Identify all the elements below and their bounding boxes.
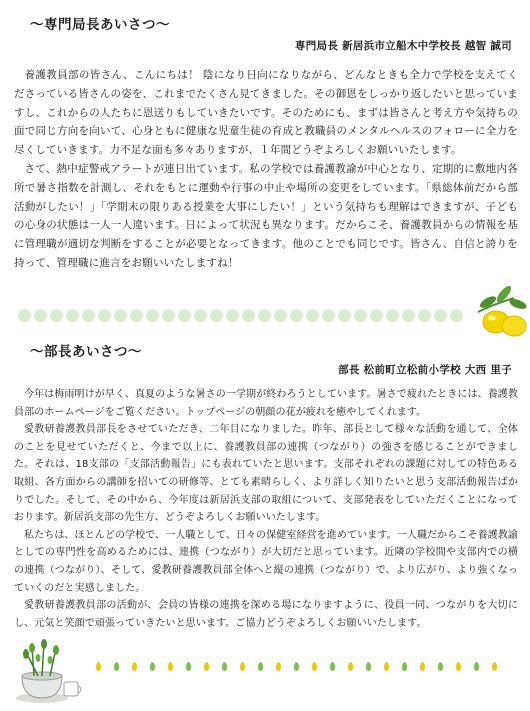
section2-title: ～部長あいさつ～ [30, 344, 142, 360]
section1-byline: 専門局長 新居浜市立船木中学校長 越智 誠司 [294, 40, 512, 52]
section2-paragraph-2: 愛教研養護教員部長をさせていただき、二年目になりました。昨年、部長として様々な活動を通して、全体のことを見せていただくと、今まで以上に、養護教員部の連携（つながり）の強さを感じることができました。それは、18支部の「支部活動報告」にも表れていたと思います。支部それぞれの課題に対しての特色ある取組、各方面からの講師を招いての研修等、とても素晴らしく、より詳しく知りたいと思う支部活動報告ばかりでした。そして、その中から、今年度は新居浜支部の取組について、支部発表をしていただくことになっております。新居浜支部の先生方、どうぞよろしくお願いいたします。 [14, 424, 518, 524]
drop-divider [96, 659, 526, 673]
herb-vase-icon [8, 636, 88, 706]
section1-body [14, 66, 518, 273]
section2-paragraph-3: 私たちは、ほとんどの学校で、一人職として、日々の保健室経営を進めています。一人職だからこそ養護教諭としての専門性を高めるためには、連携（つながり）が大切だと思っています。近隣の学校間や支部内での横の連携（つながり）、そして、愛教研養護教員部全体へと縦の連携（つながり）で、より広がり、より強くなっていくのだと実感しました。 [14, 529, 518, 594]
section1-title: ～専門局長あいさつ～ [30, 17, 170, 33]
section2-byline: 部長 松前町立松前小学校 大西 里子 [338, 364, 512, 376]
section2-paragraph-4: 愛教研養護教員部の活動が、会員の皆様の連携を深める場になりますように、役員一同、つながりを大切にし、元気と笑顔で頑張っていきたいと思います。ご協力どうぞよろしくお願いいたします。 [14, 600, 518, 629]
dot-divider [18, 308, 530, 322]
section2-paragraph-1: 今年は梅雨明けが早く、真夏のような暑さの一学期が終わろうとしています。暑さで疲れたときには、養護教員部のホームページをご覧ください。トップページの朝顔の花が疲れを癒やしてくれます。 [14, 389, 518, 418]
section1-paragraph-1: 養護教員部の皆さん、こんにちは！ 陰になり日向になりながら、どんなときも全力で学校を支えてくださっている皆さんの姿を、これまでたくさん見てきました。その御恩をしっかり返したいと思っていますし、これからの人たちに恩送りもしていきたいです。そのためにも、まずは皆さんと考え方や気持ちの面で同じ方向を向いて、心身ともに健康な児童生徒の育成と教職員のメンタルヘルスのフォローに全力を尽くしていきます。力不足な面も多々ありますが、１年間どうぞよろしくお願いいたします。 [14, 69, 518, 157]
section1-paragraph-2: さて、熱中症警戒アラートが連日出ています。私の学校では養護教諭が中心となり、定期的に敷地内各所で暑さ指数を計測し、それをもとに運動や行事の中止や場所の変更をしています。「県総体前だから部活動がしたい！」「学期末の限りある授業を大事にしたい！」という気持ちも理解はできますが、子どもの心身の状態は一人一人違います。日によって状況も異なります。だからこそ、養護教員からの情報を基に管理職が適切な判断をすることが必要となってきます。他のことでも同じです。皆さん、自信と誇りを持って、管理職に進言をお願いいたしますね！ [14, 162, 518, 269]
section2-body [14, 386, 518, 632]
